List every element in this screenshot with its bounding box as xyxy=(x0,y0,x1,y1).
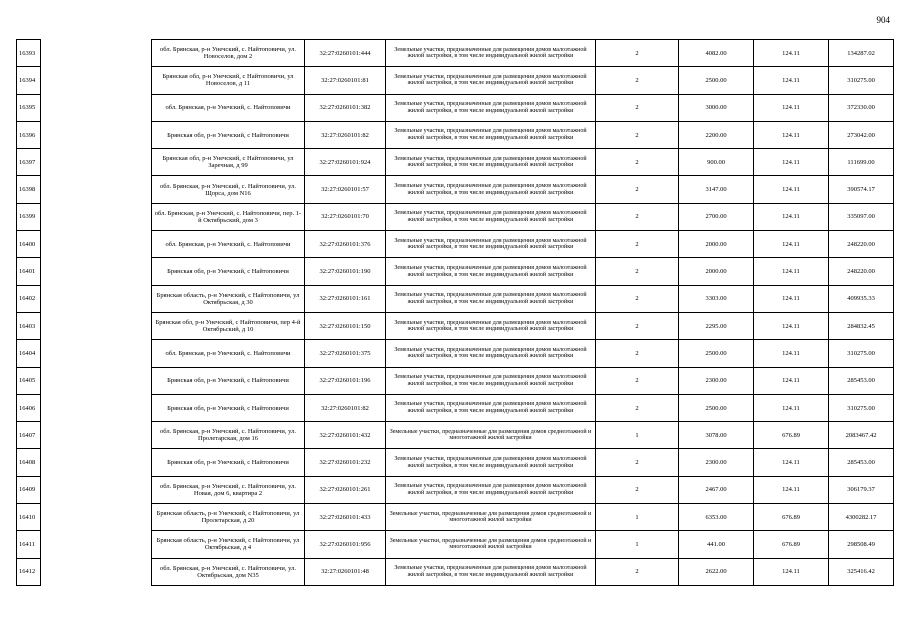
address-cell: Брянская обл, р-н Унечский, с Найтоповичи xyxy=(152,258,305,285)
cadastral-value-cell: 372330.00 xyxy=(829,94,894,121)
group-code-cell: 2 xyxy=(596,121,679,148)
row-number-cell: 16400 xyxy=(17,231,41,258)
table-row xyxy=(17,394,894,421)
cadastral-number-cell: 32:27:0260101:261 xyxy=(305,476,386,503)
row-number-cell: 16402 xyxy=(17,285,41,312)
land-use-cell: Земельные участки, предназначенные для размещения домов малоэтажной жилой застройки, в том числе индивидуальной жилой застройки xyxy=(386,203,596,230)
cadastral-number-cell: 32:27:0260101:196 xyxy=(305,367,386,394)
land-use-cell: Земельные участки, предназначенные для размещения домов малоэтажной жилой застройки, в том числе индивидуальной жилой застройки xyxy=(386,40,596,67)
row-number-cell: 16393 xyxy=(17,40,41,67)
spacer-cell xyxy=(41,231,152,258)
land-use-cell: Земельные участки, предназначенные для размещения домов среднеэтажной и многоэтажной жилой застройки xyxy=(386,531,596,558)
spacer-cell xyxy=(41,476,152,503)
table-row xyxy=(17,67,894,94)
group-code-cell: 2 xyxy=(596,149,679,176)
cadastral-number-cell: 32:27:0260101:150 xyxy=(305,312,386,339)
spacer-cell xyxy=(41,176,152,203)
spacer-cell xyxy=(41,203,152,230)
cadastral-number-cell: 32:27:0260101:375 xyxy=(305,340,386,367)
spacer-cell xyxy=(41,558,152,585)
group-code-cell: 2 xyxy=(596,203,679,230)
group-code-cell: 1 xyxy=(596,422,679,449)
address-cell: обл. Брянская, р-н Унечский, с. Найтоповичи, ул. Новая, дом 6, квартира 2 xyxy=(152,476,305,503)
unit-value-cell: 124.11 xyxy=(754,94,829,121)
spacer-cell xyxy=(41,504,152,531)
area-cell: 2500.00 xyxy=(679,340,754,367)
cadastral-value-cell: 310275.00 xyxy=(829,67,894,94)
row-number-cell: 16394 xyxy=(17,67,41,94)
address-cell: обл. Брянская, р-н Унечский, с. Найтоповичи, пер. 1-й Октябрьский, дом 3 xyxy=(152,203,305,230)
land-use-cell: Земельные участки, предназначенные для размещения домов малоэтажной жилой застройки, в том числе индивидуальной жилой застройки xyxy=(386,558,596,585)
land-use-cell: Земельные участки, предназначенные для размещения домов малоэтажной жилой застройки, в том числе индивидуальной жилой застройки xyxy=(386,258,596,285)
group-code-cell: 2 xyxy=(596,312,679,339)
address-cell: Брянская область, р-н Унечский, с Найтоповичи, ул Пролетарская, д 20 xyxy=(152,504,305,531)
row-number-cell: 16404 xyxy=(17,340,41,367)
area-cell: 3147.00 xyxy=(679,176,754,203)
table-row xyxy=(17,258,894,285)
group-code-cell: 2 xyxy=(596,67,679,94)
row-number-cell: 16409 xyxy=(17,476,41,503)
table-row xyxy=(17,367,894,394)
row-number-cell: 16412 xyxy=(17,558,41,585)
group-code-cell: 2 xyxy=(596,231,679,258)
area-cell: 2300.00 xyxy=(679,449,754,476)
table-row xyxy=(17,422,894,449)
land-use-cell: Земельные участки, предназначенные для размещения домов малоэтажной жилой застройки, в том числе индивидуальной жилой застройки xyxy=(386,176,596,203)
unit-value-cell: 676.89 xyxy=(754,504,829,531)
cadastral-value-cell: 306179.37 xyxy=(829,476,894,503)
land-use-cell: Земельные участки, предназначенные для размещения домов малоэтажной жилой застройки, в том числе индивидуальной жилой застройки xyxy=(386,367,596,394)
cadastral-value-cell: 248220.00 xyxy=(829,258,894,285)
cadastral-number-cell: 32:27:0260101:232 xyxy=(305,449,386,476)
table-row xyxy=(17,312,894,339)
group-code-cell: 2 xyxy=(596,449,679,476)
area-cell: 2500.00 xyxy=(679,67,754,94)
group-code-cell: 1 xyxy=(596,504,679,531)
land-use-cell: Земельные участки, предназначенные для размещения домов малоэтажной жилой застройки, в том числе индивидуальной жилой застройки xyxy=(386,340,596,367)
unit-value-cell: 124.11 xyxy=(754,149,829,176)
address-cell: обл. Брянская, р-н Унечский, с. Найтоповичи xyxy=(152,231,305,258)
table-row xyxy=(17,121,894,148)
area-cell: 3303.00 xyxy=(679,285,754,312)
cadastral-number-cell: 32:27:0260101:161 xyxy=(305,285,386,312)
group-code-cell: 2 xyxy=(596,40,679,67)
table-row xyxy=(17,476,894,503)
unit-value-cell: 124.11 xyxy=(754,67,829,94)
unit-value-cell: 676.89 xyxy=(754,531,829,558)
spacer-cell xyxy=(41,394,152,421)
group-code-cell: 2 xyxy=(596,285,679,312)
group-code-cell: 2 xyxy=(596,558,679,585)
unit-value-cell: 124.11 xyxy=(754,203,829,230)
cadastral-value-cell: 325416.42 xyxy=(829,558,894,585)
group-code-cell: 1 xyxy=(596,531,679,558)
row-number-cell: 16406 xyxy=(17,394,41,421)
table-row xyxy=(17,231,894,258)
table-row xyxy=(17,94,894,121)
table-row xyxy=(17,531,894,558)
cadastral-number-cell: 32:27:0260101:382 xyxy=(305,94,386,121)
spacer-cell xyxy=(41,449,152,476)
spacer-cell xyxy=(41,149,152,176)
table-row xyxy=(17,203,894,230)
unit-value-cell: 124.11 xyxy=(754,367,829,394)
row-number-cell: 16395 xyxy=(17,94,41,121)
spacer-cell xyxy=(41,94,152,121)
unit-value-cell: 124.11 xyxy=(754,558,829,585)
land-use-cell: Земельные участки, предназначенные для размещения домов малоэтажной жилой застройки, в том числе индивидуальной жилой застройки xyxy=(386,67,596,94)
land-use-cell: Земельные участки, предназначенные для размещения домов среднеэтажной и многоэтажной жилой застройки xyxy=(386,422,596,449)
row-number-cell: 16396 xyxy=(17,121,41,148)
cadastral-value-cell: 285453.00 xyxy=(829,449,894,476)
group-code-cell: 2 xyxy=(596,94,679,121)
cadastral-value-cell: 310275.00 xyxy=(829,340,894,367)
area-cell: 4082.00 xyxy=(679,40,754,67)
table-row xyxy=(17,449,894,476)
area-cell: 3000.00 xyxy=(679,94,754,121)
cadastral-number-cell: 32:27:0260101:70 xyxy=(305,203,386,230)
group-code-cell: 2 xyxy=(596,258,679,285)
cadastral-value-cell: 248220.00 xyxy=(829,231,894,258)
row-number-cell: 16401 xyxy=(17,258,41,285)
spacer-cell xyxy=(41,312,152,339)
cadastral-number-cell: 32:27:0260101:190 xyxy=(305,258,386,285)
unit-value-cell: 124.11 xyxy=(754,476,829,503)
land-use-cell: Земельные участки, предназначенные для размещения домов малоэтажной жилой застройки, в том числе индивидуальной жилой застройки xyxy=(386,285,596,312)
table-row xyxy=(17,504,894,531)
land-use-cell: Земельные участки, предназначенные для размещения домов малоэтажной жилой застройки, в том числе индивидуальной жилой застройки xyxy=(386,449,596,476)
group-code-cell: 2 xyxy=(596,340,679,367)
address-cell: обл. Брянская, р-н Унечский, с. Найтоповичи, ул. Щорса, дом N16 xyxy=(152,176,305,203)
land-use-cell: Земельные участки, предназначенные для размещения домов малоэтажной жилой застройки, в том числе индивидуальной жилой застройки xyxy=(386,121,596,148)
area-cell: 441.00 xyxy=(679,531,754,558)
land-use-cell: Земельные участки, предназначенные для размещения домов малоэтажной жилой застройки, в том числе индивидуальной жилой застройки xyxy=(386,94,596,121)
cadastral-value-cell: 273042.00 xyxy=(829,121,894,148)
spacer-cell xyxy=(41,367,152,394)
area-cell: 6353.00 xyxy=(679,504,754,531)
area-cell: 2000.00 xyxy=(679,231,754,258)
cadastral-number-cell: 32:27:0260101:956 xyxy=(305,531,386,558)
group-code-cell: 2 xyxy=(596,367,679,394)
group-code-cell: 2 xyxy=(596,176,679,203)
unit-value-cell: 124.11 xyxy=(754,231,829,258)
row-number-cell: 16407 xyxy=(17,422,41,449)
cadastral-number-cell: 32:27:0260101:82 xyxy=(305,394,386,421)
cadastral-number-cell: 32:27:0260101:444 xyxy=(305,40,386,67)
cadastral-number-cell: 32:27:0260101:57 xyxy=(305,176,386,203)
cadastral-number-cell: 32:27:0260101:924 xyxy=(305,149,386,176)
cadastral-value-cell: 335097.00 xyxy=(829,203,894,230)
cadastral-number-cell: 32:27:0260101:48 xyxy=(305,558,386,585)
unit-value-cell: 124.11 xyxy=(754,176,829,203)
row-number-cell: 16403 xyxy=(17,312,41,339)
row-number-cell: 16399 xyxy=(17,203,41,230)
address-cell: обл. Брянская, р-н Унечский, с. Найтоповичи xyxy=(152,340,305,367)
cadastral-value-cell: 409935.33 xyxy=(829,285,894,312)
table-row xyxy=(17,176,894,203)
address-cell: Брянская область, р-н Унечский, с Найтоповичи, ул Октябрьская, д 30 xyxy=(152,285,305,312)
unit-value-cell: 124.11 xyxy=(754,449,829,476)
table-row xyxy=(17,285,894,312)
table-row xyxy=(17,558,894,585)
cadastral-value-cell: 134287.02 xyxy=(829,40,894,67)
spacer-cell xyxy=(41,258,152,285)
row-number-cell: 16411 xyxy=(17,531,41,558)
spacer-cell xyxy=(41,422,152,449)
area-cell: 2300.00 xyxy=(679,367,754,394)
address-cell: Брянская обл, р-н Унечский, с Найтоповичи, ул Новоселов, д 11 xyxy=(152,67,305,94)
unit-value-cell: 124.11 xyxy=(754,258,829,285)
spacer-cell xyxy=(41,121,152,148)
area-cell: 2000.00 xyxy=(679,258,754,285)
cadastral-value-table xyxy=(16,39,894,586)
land-use-cell: Земельные участки, предназначенные для размещения домов малоэтажной жилой застройки, в том числе индивидуальной жилой застройки xyxy=(386,476,596,503)
unit-value-cell: 124.11 xyxy=(754,312,829,339)
cadastral-number-cell: 32:27:0260101:82 xyxy=(305,121,386,148)
address-cell: Брянская обл, р-н Унечский, с Найтоповичи, пер 4-й Октябрьский, д 10 xyxy=(152,312,305,339)
area-cell: 2295.00 xyxy=(679,312,754,339)
address-cell: обл. Брянская, р-н Унечский, с. Найтоповичи, ул. Новоселов, дом 2 xyxy=(152,40,305,67)
table-row xyxy=(17,40,894,67)
area-cell: 2500.00 xyxy=(679,394,754,421)
group-code-cell: 2 xyxy=(596,476,679,503)
address-cell: Брянская обл, р-н Унечский, с Найтоповичи xyxy=(152,394,305,421)
land-use-cell: Земельные участки, предназначенные для размещения домов малоэтажной жилой застройки, в том числе индивидуальной жилой застройки xyxy=(386,312,596,339)
cadastral-number-cell: 32:27:0260101:433 xyxy=(305,504,386,531)
cadastral-value-cell: 284832.45 xyxy=(829,312,894,339)
land-use-cell: Земельные участки, предназначенные для размещения домов малоэтажной жилой застройки, в том числе индивидуальной жилой застройки xyxy=(386,149,596,176)
spacer-cell xyxy=(41,40,152,67)
spacer-cell xyxy=(41,531,152,558)
address-cell: обл. Брянская, р-н Унечский, с. Найтоповичи, ул. Пролетарская, дом 16 xyxy=(152,422,305,449)
land-use-cell: Земельные участки, предназначенные для размещения домов малоэтажной жилой застройки, в том числе индивидуальной жилой застройки xyxy=(386,394,596,421)
spacer-cell xyxy=(41,340,152,367)
address-cell: Брянская область, р-н Унечский, с Найтоповичи, ул Октябрьская, д 4 xyxy=(152,531,305,558)
cadastral-value-cell: 2083467.42 xyxy=(829,422,894,449)
area-cell: 2700.00 xyxy=(679,203,754,230)
area-cell: 2622.00 xyxy=(679,558,754,585)
table-body xyxy=(17,40,894,586)
unit-value-cell: 124.11 xyxy=(754,121,829,148)
row-number-cell: 16398 xyxy=(17,176,41,203)
cadastral-value-cell: 298508.49 xyxy=(829,531,894,558)
row-number-cell: 16397 xyxy=(17,149,41,176)
land-use-cell: Земельные участки, предназначенные для размещения домов среднеэтажной и многоэтажной жилой застройки xyxy=(386,504,596,531)
area-cell: 900.00 xyxy=(679,149,754,176)
cadastral-number-cell: 32:27:0260101:376 xyxy=(305,231,386,258)
table-row xyxy=(17,149,894,176)
cadastral-number-cell: 32:27:0260101:432 xyxy=(305,422,386,449)
unit-value-cell: 124.11 xyxy=(754,40,829,67)
address-cell: Брянская обл, р-н Унечский, с Найтоповичи xyxy=(152,121,305,148)
row-number-cell: 16405 xyxy=(17,367,41,394)
address-cell: Брянская обл, р-н Унечский, с Найтоповичи xyxy=(152,449,305,476)
spacer-cell xyxy=(41,67,152,94)
cadastral-value-cell: 390574.17 xyxy=(829,176,894,203)
row-number-cell: 16408 xyxy=(17,449,41,476)
spacer-cell xyxy=(41,285,152,312)
unit-value-cell: 124.11 xyxy=(754,285,829,312)
area-cell: 2200.00 xyxy=(679,121,754,148)
address-cell: Брянская обл, р-н Унечский, с Найтоповичи, ул Заречная, д 99 xyxy=(152,149,305,176)
table-row xyxy=(17,340,894,367)
cadastral-value-cell: 310275.00 xyxy=(829,394,894,421)
address-cell: обл. Брянская, р-н Унечский, с. Найтоповичи, ул. Октябрьская, дом N35 xyxy=(152,558,305,585)
row-number-cell: 16410 xyxy=(17,504,41,531)
address-cell: обл. Брянская, р-н Унечский, с. Найтоповичи xyxy=(152,94,305,121)
area-cell: 2467.00 xyxy=(679,476,754,503)
group-code-cell: 2 xyxy=(596,394,679,421)
cadastral-value-cell: 4300282.17 xyxy=(829,504,894,531)
land-use-cell: Земельные участки, предназначенные для размещения домов малоэтажной жилой застройки, в том числе индивидуальной жилой застройки xyxy=(386,231,596,258)
cadastral-value-cell: 285453.00 xyxy=(829,367,894,394)
unit-value-cell: 124.11 xyxy=(754,394,829,421)
cadastral-value-cell: 111699.00 xyxy=(829,149,894,176)
unit-value-cell: 676.89 xyxy=(754,422,829,449)
page-number: 904 xyxy=(876,15,890,25)
unit-value-cell: 124.11 xyxy=(754,340,829,367)
cadastral-number-cell: 32:27:0260101:81 xyxy=(305,67,386,94)
address-cell: Брянская обл, р-н Унечский, с Найтоповичи xyxy=(152,367,305,394)
area-cell: 3078.00 xyxy=(679,422,754,449)
